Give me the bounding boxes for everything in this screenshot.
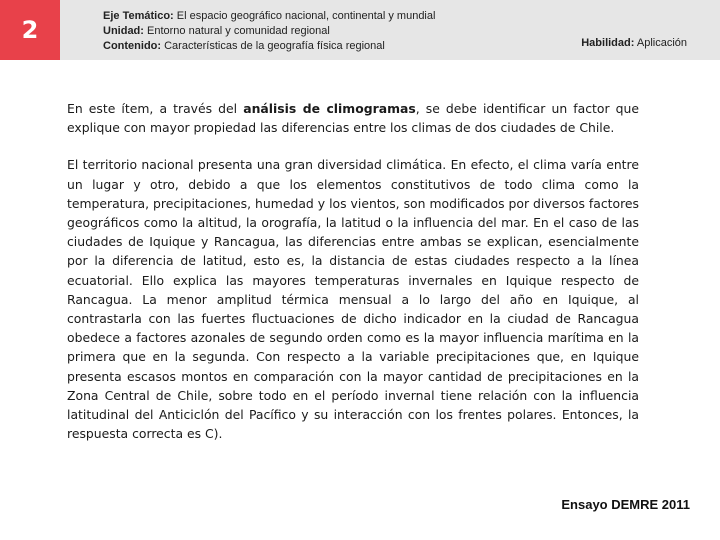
content-line — [103, 39, 435, 54]
unit-label: Unidad: — [103, 25, 144, 37]
theme-value: El espacio geográfico nacional, continental y mundial — [176, 10, 436, 22]
skill-value: Aplicación — [636, 37, 687, 49]
source-label: Ensayo DEMRE 2011 — [561, 497, 690, 512]
item-number: 2 — [0, 0, 60, 60]
paragraph-explanation: El territorio nacional presenta una gran diversidad climática. En efecto, el clima varía entre un lugar y otro, debido a que los elementos constitutivos de todo clima como la temperatura, precipitaciones, humedad y los vientos, son modificados por diversos factores geográficos como la altitud, la orografía, la latitud o la influencia del mar. En el caso de las ciudades de Iquique y Rancagua, las diferencias entre ambas se explican, esencialmente por la diferencia de latitud, esto es, la distancia de estas ciudades respecto a la línea ecuatorial. Ello explica las mayores temperaturas invernales en Iquique respecto de Rancagua. La menor amplitud térmica mensual a lo largo del año en Iquique, al contrastarla con las fuertes fluctuaciones de dicho indicador en la ciudad de Rancagua obedece a factores azonales de segundo orden como es la mayor influencia marítima en la primera que en la segunda. Con respecto a la variable precipitaciones que, en Iquique presenta escasos montos en comparación con la mayor cantidad de precipitaciones en la Zona Central de Chile, sobre todo en el período invernal tiene relación con la influencia latitudinal del Anticiclón del Pacífico y su interacción con los frentes polares. Entonces, la respuesta correcta es C). — [67, 157, 639, 442]
theme-line — [103, 9, 435, 24]
content-label: Contenido: — [103, 40, 162, 52]
intro-text: En este ítem, a través del — [67, 101, 244, 116]
body-text — [67, 99, 639, 443]
intro-text-end: , se debe identificar un factor que explique con mayor propiedad las diferencias entre los climas de dos ciudades de Chile. — [67, 101, 639, 136]
header-meta — [103, 9, 435, 54]
skill-label: Habilidad: — [581, 37, 635, 49]
content-value: Características de la geografía física regional — [164, 40, 385, 52]
unit-value: Entorno natural y comunidad regional — [147, 25, 330, 37]
unit-line — [103, 24, 435, 39]
paragraph-intro — [67, 99, 639, 137]
skill-line — [581, 37, 687, 49]
theme-label: Eje Temático: — [103, 10, 174, 22]
header-bar — [0, 0, 720, 60]
intro-bold-text: análisis de climogramas — [243, 101, 416, 116]
